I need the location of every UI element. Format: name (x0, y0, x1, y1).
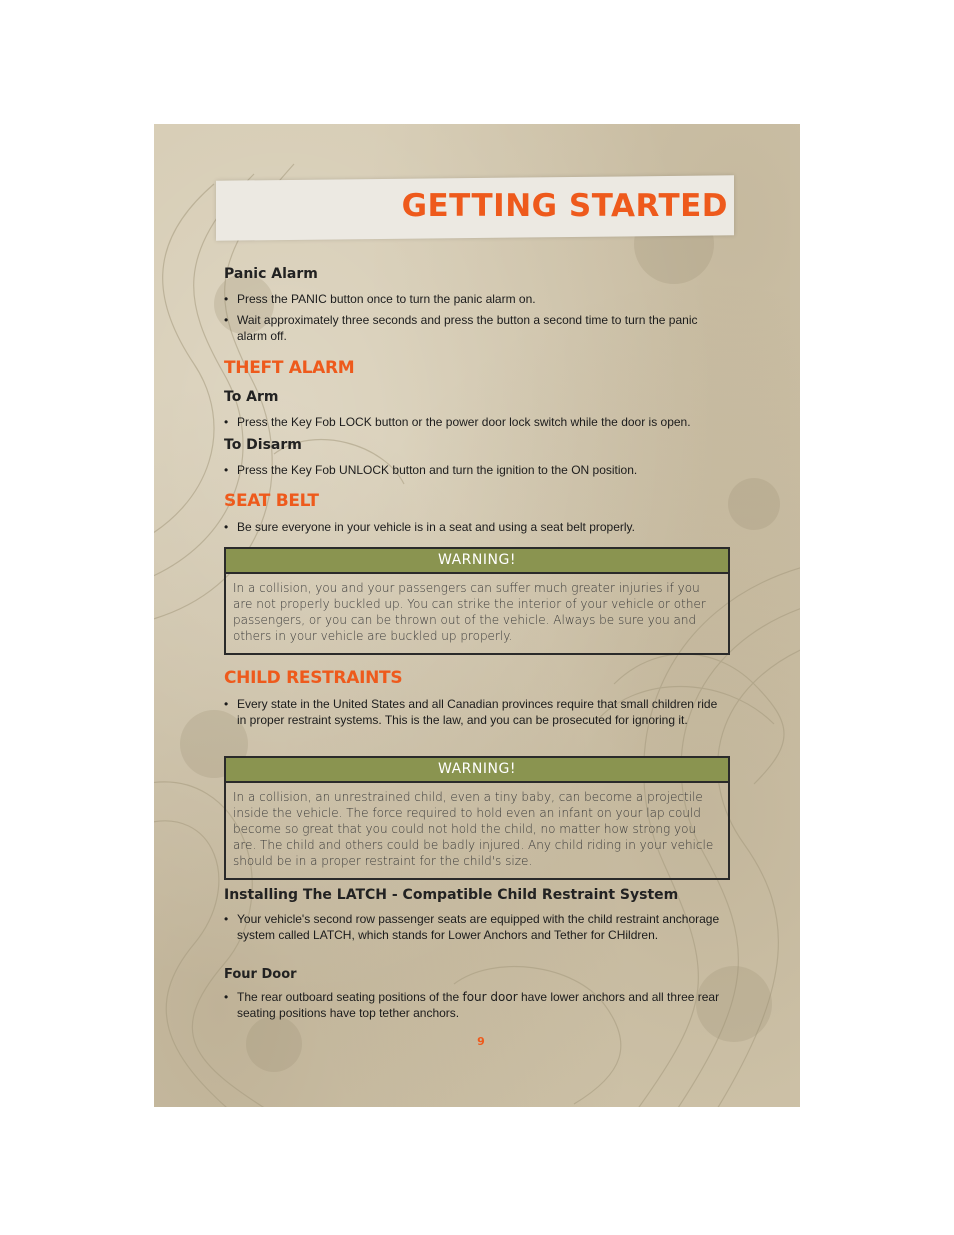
latch-heading: Installing The LATCH - Compatible Child Restraint System (224, 887, 679, 903)
child-restraints-warning-box (224, 756, 730, 880)
panic-alarm-heading: Panic Alarm (224, 266, 318, 282)
list-item: • Press the PANIC button once to turn the panic alarm on. (224, 292, 536, 306)
seat-belt-warning-box (224, 547, 730, 655)
to-arm-heading: To Arm (224, 389, 279, 405)
list-item: • Wait approximately three seconds and press the button a second time to turn the panic alarm off. (224, 313, 698, 343)
warning-text: In a collision, you and your passengers can suffer much greater injuries if you are not properly buckled up. You can strike the interior of your vehicle or other passengers, or you can be thrown out of the vehicle. Always be sure you and others in your vehicle are buckled up properly. (233, 581, 706, 643)
page-title: GETTING STARTED (401, 188, 728, 224)
warning-title: WARNING! (226, 549, 728, 574)
list-item: • Press the Key Fob LOCK button or the power door lock switch while the door is open. (224, 415, 691, 429)
warning-title: WARNING! (226, 758, 728, 783)
theft-alarm-heading: THEFT ALARM (224, 358, 355, 378)
list-item: • Every state in the United States and all Canadian provinces require that small children ride in proper restraint systems. This is the law, and you can be prosecuted for ignoring it. (224, 697, 718, 727)
warning-text: In a collision, an unrestrained child, even a tiny baby, can become a projectile inside the vehicle. The force required to hold even an infant on your lap could become so great that you could not hold the child, no matter how strong you are. The child and others could be badly injured. Any child riding in your vehicle should be in a proper restraint for the child's size. (233, 790, 714, 868)
seat-belt-heading: SEAT BELT (224, 491, 319, 511)
list-item: • Your vehicle's second row passenger seats are equipped with the child restraint anchorage system called LATCH, which stands for Lower Anchors and Tether for CHildren. (224, 912, 720, 942)
list-item: • The rear outboard seating positions of the four door have lower anchors and all three rear seating positions have top tether anchors. (224, 990, 720, 1020)
list-item: • Press the Key Fob UNLOCK button and turn the ignition to the ON position. (224, 463, 638, 477)
four-door-heading: Four Door (224, 967, 297, 982)
page-number: 9 (477, 1035, 485, 1048)
list-item: • Be sure everyone in your vehicle is in a seat and using a seat belt properly. (224, 520, 636, 534)
to-disarm-heading: To Disarm (224, 437, 302, 453)
child-restraints-heading: CHILD RESTRAINTS (224, 668, 403, 688)
